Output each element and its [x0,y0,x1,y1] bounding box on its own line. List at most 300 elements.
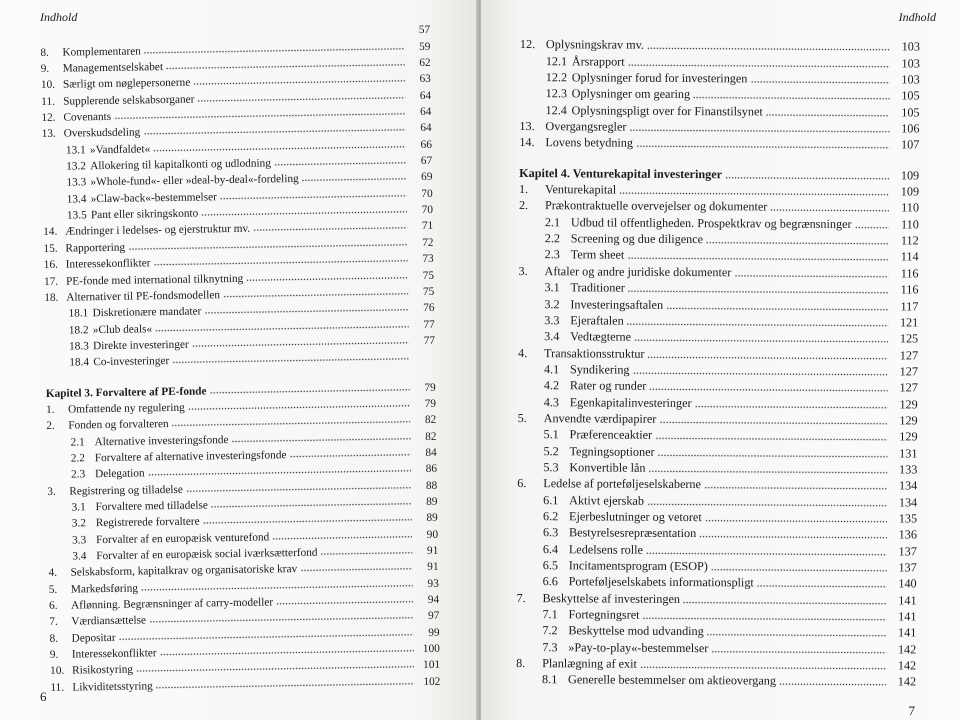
dot-leader [223,292,408,298]
entry-number: 14. [43,226,58,239]
entry-title: Konvertible lån [569,460,646,475]
entry-title: Egenkapitalinvesteringer [569,394,692,410]
page-ref: 110 [901,200,920,215]
entry-title: Direkte investeringer [92,338,189,353]
page-ref: 79 [424,397,437,410]
dot-leader [704,486,887,490]
dot-leader [201,210,407,216]
page-ref: 64 [420,105,432,119]
entry-title: Ejeraftalen [570,313,624,328]
entry-title: Præferenceaktier [569,427,653,443]
entry-title: Ændringer i ledelses- og ejerstruktur mv. [65,223,251,239]
entry-number: 13.3 [66,176,87,190]
entry-number: 6. [49,599,58,612]
entry-number: 3.2 [544,296,560,311]
entry-number: 13.5 [66,209,87,222]
page-ref: 109 [900,168,920,183]
running-head: Indhold [40,10,78,24]
entry-number: 7.3 [542,639,558,654]
entry-number: 3.3 [71,533,87,547]
entry-title: Interessekonflikter [71,647,157,661]
entry-number: 3. [518,263,528,278]
dot-leader [633,372,888,377]
entry-title: Likviditetsstyring [72,680,153,694]
dot-leader [210,388,410,394]
page-ref: 69 [421,171,433,184]
entry-title: Forvalter af en europæisk venturefond [95,531,270,546]
toc-entry [519,134,919,153]
entry-number: 3.2 [71,517,87,530]
dot-leader [197,96,405,102]
entry-number: 18. [44,291,59,304]
chapter-title: Kapitel 3. Forvaltere af PE-fonde [45,384,207,400]
entry-number: 18.2 [68,323,89,337]
page-ref: 77 [423,318,435,331]
page-ref: 140 [898,576,917,591]
entry-title: Depositar [71,631,116,645]
dot-leader [734,274,888,278]
dot-leader [627,257,888,262]
entry-title: Managementselskabet [62,61,164,75]
entry-title: Delegation [94,467,145,481]
entry-title: Rapportering [65,241,126,255]
page-ref: 109 [900,184,920,199]
entry-title: Omfattende ny regulering [67,401,185,416]
entry-title: Covenants [63,110,112,124]
entry-number: 17. [43,275,59,288]
entry-title: Værdiansættelse [71,614,147,628]
entry-title: Fonden og forvalteren [68,418,169,432]
entry-number: 6. [517,476,527,491]
page-ref: 75 [422,269,435,282]
page-ref: 142 [897,674,917,689]
dot-leader [274,161,406,166]
page-ref: 72 [422,236,434,249]
dot-leader [220,194,407,200]
page-ref: 127 [899,364,919,379]
entry-title: Transaktionsstruktur [544,345,645,361]
entry-number: 8.1 [542,672,558,687]
entry-number: 11. [50,681,65,694]
entry-number: 3.4 [544,329,560,344]
page-ref: 62 [419,56,431,70]
entry-number: 6.1 [543,492,559,507]
dot-leader [302,178,407,183]
entry-title: Allokering til kapitalkonti og udlodning [90,157,272,173]
entry-number: 4. [48,567,58,580]
dot-leader [156,682,415,689]
entry-number: 13.1 [65,144,86,157]
entry-title: Oplysningskrav mv. [545,37,645,53]
entry-number: 14. [519,135,535,150]
page-ref: 133 [899,462,918,477]
entry-number: 12. [41,111,56,125]
entry-title: Pant eller sikringskonto [90,207,199,222]
dot-leader [711,650,886,654]
entry-title: Aftaler og andre juridiske dokumenter [544,263,732,280]
entry-title: Incitamentsprogram (ESOP) [568,558,708,574]
entry-number: 12.2 [545,70,568,85]
entry-number: 7.2 [542,623,558,638]
table-of-contents-right [516,36,920,690]
dot-leader [619,192,889,197]
entry-number: 5. [48,583,58,596]
entry-number: 3.1 [544,280,560,295]
entry-title: Interessekonflikter [65,257,151,271]
page-ref: 90 [426,528,439,541]
entry-title: Oplysninger forud for investeringen [571,70,748,86]
entry-number: 6.4 [542,541,559,556]
entry-number: 4.3 [543,394,560,409]
entry-number: 3.1 [71,501,86,514]
page-ref: 129 [899,396,918,411]
page-ref: 127 [899,347,919,362]
dot-leader [172,357,409,364]
page-ref: 141 [898,593,917,608]
page-ref: 142 [897,642,917,657]
page-ref: 70 [421,203,434,217]
dot-leader [711,568,887,572]
entry-number: 7. [49,616,58,629]
dot-leader [647,47,890,51]
page-ref: 91 [426,544,439,557]
dot-leader [766,113,890,117]
entry-title: Særligt om nøglepersonerne [62,77,191,92]
running-head: Indhold [898,10,936,24]
entry-number: 8. [516,656,526,671]
entry-title: »Claw-back«-bestemmelser [90,191,217,206]
entry-number: 7. [516,590,526,605]
entry-title: Oplysningspligt over for Finanstilsynet [571,103,763,119]
entry-title: PE-fonde med international tilknytning [65,272,244,288]
dot-leader [634,339,888,344]
entry-title: Screening og due diligence [570,231,704,247]
page-ref: 99 [428,626,440,639]
dot-leader [779,683,886,687]
entry-number: 6.3 [542,525,559,540]
entry-title: Diskretionære mandater [92,305,202,320]
entry-title: Alternative investeringsfonde [94,433,229,448]
right-page [481,0,960,720]
entry-title: Markedsføring [70,582,139,596]
entry-title: Komplementaren [62,45,141,59]
entry-number: 12.3 [545,86,568,101]
dot-leader [750,80,889,84]
entry-title: Årsrapport [571,54,625,69]
page-ref: 137 [898,560,917,575]
entry-number: 13. [41,128,56,141]
page-ref: 141 [898,625,917,640]
page-ref: 89 [426,495,438,508]
dot-leader [204,308,408,314]
page-ref: 103 [901,56,920,71]
entry-title: Forvaltere med tilladelse [95,499,208,514]
page-ref: 106 [901,121,920,136]
page-ref: 73 [422,253,434,266]
chapter-title: Kapitel 4. Venturekapital investeringer [519,165,723,181]
page-ref: 88 [425,479,438,492]
entry-number: 18.1 [68,307,89,320]
page-ref: 110 [900,217,919,232]
entry-number: 7.1 [542,607,558,622]
dot-leader [646,551,887,555]
entry-number: 2. [46,420,55,433]
dot-leader [707,634,887,638]
page-ref: 94 [427,593,440,607]
entry-title: Alternativer til PE-fondsmodellen [66,289,221,304]
page-ref: 64 [419,89,432,102]
dot-leader [695,405,888,409]
entry-number: 5.3 [543,460,559,475]
page-ref: 63 [419,73,431,86]
entry-title: Registrerede forvaltere [95,515,200,530]
entry-title: Porteføljeselskabets informationspligt [568,574,754,590]
dot-leader [628,290,889,295]
dot-leader [647,502,887,506]
entry-title: Forvaltere af alternative investeringsfonde [94,449,287,465]
page-ref: 76 [423,302,435,315]
dot-leader [629,129,889,134]
entry-number: 2.2 [544,231,561,246]
page-ref: 129 [899,413,918,428]
page-ref: 112 [900,233,919,248]
entry-title: Traditioner [570,280,625,295]
entry-number: 12. [519,37,536,52]
entry-number: 10. [50,665,65,678]
page-ref: 91 [427,561,439,574]
entry-title: Bestyrelsesrepræsentation [568,525,697,541]
page-ref: 66 [420,138,433,151]
dot-leader [725,176,889,180]
entry-number: 12.4 [545,102,567,118]
entry-number: 10. [40,79,56,92]
entry-title: Overgangsregler [545,119,627,134]
dot-leader [627,323,889,328]
entry-title: Aktivt ejerskab [569,492,645,508]
page-ref: 93 [427,577,439,590]
entry-number: 11. [41,95,55,108]
page-ref: 84 [425,446,437,459]
dot-leader [640,666,886,671]
dot-leader [770,209,889,213]
dot-leader [246,276,408,282]
entry-number: 9. [49,648,59,661]
dot-leader [658,453,888,457]
dot-leader [699,535,887,539]
entry-number: 5. [517,410,527,425]
page-ref: 57 [418,24,431,37]
entry-title: »Club deals« [92,322,153,336]
page-ref: 121 [899,315,919,330]
entry-title: Ejerbeslutninger og vetoret [569,509,702,525]
page-ref: 71 [421,220,434,233]
entry-title: Prækontraktuelle overvejelser og dokumenter [544,198,768,214]
page-ref: 101 [423,659,441,672]
entry-title: Beskyttelse mod udvanding [568,623,704,639]
entry-title: Vedtægterne [570,329,632,344]
table-of-contents-left [40,20,440,694]
entry-title: »Vandfaldet« [89,143,151,156]
page-number: 7 [908,703,915,718]
page-ref: 127 [899,380,918,395]
entry-number: 2. [518,198,529,213]
entry-title: »Whole-fund«- eller »deal-by-deal«-fordeling [90,173,299,189]
toc-entry [516,671,916,690]
entry-number: 16. [43,258,58,272]
entry-title: Oplysninger om gearing [571,86,691,102]
entry-number: 6.5 [542,558,559,573]
dot-leader [272,535,412,540]
page-ref: 134 [898,478,918,493]
dot-leader [628,63,890,68]
dot-leader [211,502,412,508]
entry-title: Lovens betydning [545,135,634,151]
entry-number: 13.4 [66,193,87,206]
entry-title: Overskudsdeling [63,126,141,141]
page-ref: 77 [423,334,436,347]
entry-title: Venturekapital [545,182,617,197]
entry-number: 6.2 [543,509,559,524]
page-ref: 82 [424,414,437,427]
page-ref: 82 [425,430,437,443]
dot-leader [705,519,887,523]
dot-leader [683,601,887,605]
dot-leader [276,600,413,605]
page-ref: 135 [898,511,918,526]
page-ref: 70 [421,187,433,200]
dot-leader [300,568,412,573]
entry-number: 8. [49,632,59,645]
entry-number: 2.1 [544,214,561,230]
page-ref: 129 [899,429,918,444]
entry-number: 2.3 [544,247,560,262]
dot-leader [203,519,412,525]
page-ref: 116 [900,266,919,281]
entry-title: Rater og runder [569,378,647,393]
entry-number: 3.4 [72,550,87,563]
entry-number: 18.4 [69,356,90,369]
entry-number: 12.1 [545,53,568,68]
entry-title: Syndikering [569,362,630,377]
entry-number: 9. [40,62,50,76]
entry-title: Selskabsform, kapitalkrav og organisatoriske krav [70,563,298,579]
dot-leader [855,226,889,229]
dot-leader [289,453,410,458]
entry-number: 4. [518,345,528,360]
entry-number: 3.3 [544,312,560,328]
entry-title: Ledelsens rolle [568,541,644,557]
entry-title: Investeringsaftalen [570,296,664,312]
page-ref: 141 [898,609,917,624]
page-ref: 103 [901,72,920,87]
dot-leader [655,437,887,441]
entry-number: 15. [43,242,58,255]
page-ref: 64 [420,122,432,135]
dot-leader [253,227,407,232]
dot-leader [659,421,887,425]
dot-leader [231,437,410,443]
page-ref: 142 [897,658,917,673]
entry-title: Term sheet [570,247,625,263]
dot-leader [706,241,889,245]
page-ref: 100 [422,642,440,656]
page-ref: 75 [422,285,435,298]
page-ref: 59 [418,40,431,53]
entry-number: 1. [45,403,55,416]
dot-leader [193,80,405,86]
entry-number: 2.3 [70,468,86,481]
entry-title: Supplerende selskabsorganer [63,93,195,108]
entry-title: »Pay-to-play«-bestemmelser [568,640,709,655]
page-ref: 131 [899,445,918,461]
page-ref: 136 [898,527,918,542]
entry-number: 6.6 [542,574,558,589]
dot-leader [320,551,412,555]
entry-title: Co-investeringer [93,355,170,369]
page-ref: 97 [427,610,440,623]
entry-title: Aflønning. Begrænsninger af carry-modeller [71,596,274,612]
entry-title: Anvendte værdipapirer [543,411,657,426]
entry-number: 5.1 [543,427,559,442]
page-ref: 89 [426,512,438,525]
page-ref: 114 [900,249,919,264]
page-ref: 86 [425,463,438,476]
entry-number: 2.2 [70,452,86,465]
dot-leader [636,145,889,150]
entry-number: 1. [519,182,529,197]
page-ref: 67 [420,154,433,168]
dot-leader [643,617,887,621]
page-ref: 117 [900,298,919,313]
entry-title: Udbud til offentligheden. Prospektkrav og begrænsninger [570,215,852,231]
dot-leader [693,96,890,100]
page-ref: 116 [900,282,919,297]
entry-number: 2.1 [70,435,85,449]
entry-number: 13.2 [66,160,87,173]
page-number: 6 [40,689,47,704]
page-ref: 134 [898,494,918,510]
dot-leader [757,585,887,589]
entry-title: Generelle bestemmelser om aktieovergang [568,672,777,688]
page-ref: 125 [899,331,919,346]
page-ref: 105 [901,105,920,120]
entry-title: Forvalter af en europæisk social iværksætterfond [96,546,318,563]
entry-title: Beskyttelse af investeringen [542,590,681,606]
entry-title: Ledelse af porteføljeselskaberne [543,476,701,492]
dot-leader [647,355,888,359]
entry-number: 8. [40,46,49,59]
entry-number: 3. [47,485,56,498]
page-ref: 137 [898,543,917,559]
entry-title: Tegningsoptioner [569,443,655,459]
entry-number: 18.3 [68,340,89,353]
entry-title: Registrering og tilladelse [69,483,183,498]
page-ref: 103 [901,39,920,54]
left-page [0,0,478,720]
entry-number: 5.2 [543,443,559,458]
entry-title: Planlægning af exit [542,656,637,671]
dot-leader [192,341,409,347]
page-ref: 107 [901,137,920,152]
entry-number: 4.1 [543,362,560,377]
page-ref: 105 [901,88,920,103]
dot-leader [649,388,888,392]
entry-title: Risikostyring [72,664,134,677]
dot-leader [648,470,887,474]
entry-title: Fortegningsret [568,607,640,622]
entry-number: 13. [519,119,535,134]
page-ref: 102 [423,675,441,688]
